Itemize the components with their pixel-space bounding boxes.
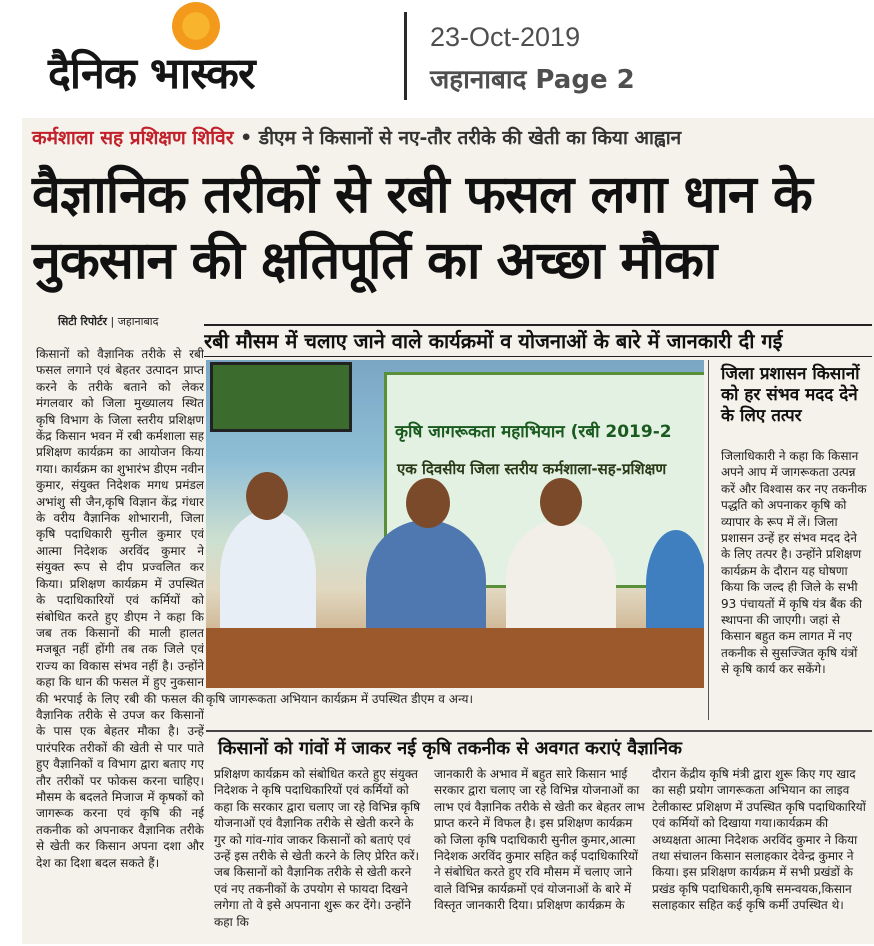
event-photo: [206, 360, 704, 688]
person-figure: [506, 520, 616, 640]
kicker-text: डीएम ने किसानों से नए-तौर तरीके की खेती का किया आह्वान: [258, 127, 682, 149]
byline: [58, 314, 158, 329]
news-clipping: [22, 118, 874, 944]
lower-section: [206, 730, 872, 946]
byline-reporter: सिटी रिपोर्टर: [58, 315, 107, 328]
lower-column-3: दौरान केंद्रीय कृषि मंत्री द्वारा शुरू किए गए खाद का सही प्रयोग जागरूकता अभियान का लाइव टेलीकास्ट प्रशिक्षण में उपस्थित कृषि पदाधिकारियों एवं कर्मियों को दिखाया गया।कार्यक्रम की अध्यक्षता आत्मा निदेशक अरविंद कुमार ने किया तथा संचालन किसान सलाहकार देवेन्द्र कुमार ने किया। इस प्रशिक्षण कार्यक्रम में सभी प्रखंडों के प्रखंड कृषि पदाधिकारी,कृषि समन्वयक,किसान सलाहकार सहित कई कृषि कर्मी उपस्थित थे।: [652, 767, 866, 913]
person-head: [246, 472, 288, 520]
edition-date: 23-Oct-2019: [430, 22, 581, 52]
person-head: [406, 478, 450, 528]
dais-table: [206, 628, 704, 688]
lower-column-1: प्रशिक्षण कार्यक्रम को संबोधित करते हुए संयुक्त निदेशक ने कृषि पदाधिकारियों एवं कर्मियों को कहा कि सरकार द्वारा चलाए जा रहे विभिन्न कृषि योजनाओं एवं वैज्ञानिक तरीके से खेती करने के गुर को गांव-गांव जाकर किसानों को बताएं एवं उन्हें इस तरीके से खेती करने के लिए प्रेरित करें। जब किसानों को वैज्ञानिक तरीके से खेती करने एवं नए तकनीकों के उपयोग से फायदा दिखने लगेगा तो वे इसे अपनाना शुरू कर देंगे। उन्होंने कहा कि: [214, 767, 421, 929]
subheadline: रबी मौसम में चलाए जाने वाले कार्यक्रमों व योजनाओं के बारे में जानकारी दी गई: [204, 324, 872, 357]
photo-caption: कृषि जागरूकता अभियान कार्यक्रम में उपस्थित डीएम व अन्य।: [206, 692, 473, 706]
kicker-label: कर्मशाला सह प्रशिक्षण शिविर: [32, 127, 234, 149]
person-head: [540, 478, 582, 526]
person-figure: [220, 510, 316, 640]
newspaper-logo: दैनिक भास्कर: [48, 49, 255, 99]
edition-page: जहानाबाद Page 2: [430, 65, 635, 95]
banner-subtitle: एक दिवसीय जिला स्तरीय कर्मशाला-सह-प्रशिक्षण: [397, 460, 667, 478]
lower-column-2: जानकारी के अभाव में बहुत सारे किसान भाई सरकार द्वारा चलाए जा रहे विभिन्न योजनाओं का लाभ एवं वैज्ञानिक तरीके से खेती कर बेहतर लाभ प्राप्त करने में विफल है। इस प्रशिक्षण कार्यक्रम को जिला कृषि पदाधिकारी सुनील कुमार,आत्मा निदेशक अरविंद कुमार सहित कई पदाधिकारियों ने संबोधित करते हुए रवि मौसम में चलाए जाने वाले विभिन्न कार्यक्रमों एवं योजनाओं के बारे में विस्तृत जानकारी दिया। प्रशिक्षण कार्यक्रम के: [434, 767, 645, 913]
byline-place: जहानाबाद: [117, 315, 159, 328]
kicker: [32, 124, 681, 150]
byline-separator: |: [110, 315, 118, 328]
person-figure: [366, 520, 486, 640]
sidebar-box: [708, 360, 873, 720]
masthead-divider: [404, 12, 407, 100]
tv-screen: [210, 362, 352, 432]
lower-heading: किसानों को गांवों में जाकर नई कृषि तकनीक से अवगत कराएं वैज्ञानिक: [218, 738, 682, 759]
sidebar-body: जिलाधिकारी ने कहा कि किसान अपने आप में जागरूकता उत्पन्न करें और विश्वास कर नए तकनीक पद्धति को अपनाकर कृषि को व्यापार के रूप में लें। जिला प्रशासन उन्हें हर संभव मदद देने के लिए तत्पर है। उन्होंने प्रशिक्षण कार्यक्रम के दौरान यह घोषणा किया कि जल्द ही जिले के सभी 93 पंचायतों में कृषि यंत्र बैंक की स्थापना की जाएगी। जहां से किसान बहुत कम लागत में नए तकनीक से सुसज्जित कृषि यंत्रों से कृषि कार्य कर सकेंगे।: [721, 449, 867, 677]
person-figure: [646, 530, 704, 640]
kicker-bullet: •: [240, 127, 253, 149]
headline: वैज्ञानिक तरीकों से रबी फसल लगा धान के नुकसान की क्षतिपूर्ति का अच्छा मौका: [32, 165, 812, 291]
masthead: [0, 0, 874, 118]
sidebar-heading: जिला प्रशासन किसानों को हर संभव मदद देने के लिए तत्पर: [721, 364, 860, 426]
banner-title: कृषि जागरूकता महाभियान (रबी 2019-2: [395, 422, 672, 442]
left-column-text: किसानों को वैज्ञानिक तरीके से रबी फसल लगाने एवं बेहतर उत्पादन प्राप्त करने के तरीके बताने को लेकर मंगलवार को जिला मुख्यालय स्थित कृषि विभाग के जिला स्तरीय प्रशिक्षण केंद्र किसान भवन में रबी कर्मशाला सह प्रशिक्षण कार्यक्रम का आयोजन किया गया। कार्यक्रम का शुभारंभ डीएम नवीन कुमार, संयुक्त निदेशक मगध प्रमंडल अभांशु सी जैन,कृषि विज्ञान केंद्र गंधार के वरीय वैज्ञानिक शोभारानी, जिला कृषि पदाधिकारी सुनील कुमार एवं आत्मा निदेशक अरविंद कुमार ने संयुक्त रूप से दीप प्रज्वलित कर किया। प्रशिक्षण कार्यक्रम में उपस्थित के पदाधिकारियों एवं कर्मियों को संबोधित करते हुए डीएम ने कहा कि जब तक किसानों की माली हालत मजबूत नहीं होंगी तब तक जिले एवं राज्य का विकास संभव नहीं है। उन्होंने कहा कि धान की फसल में हुए नुकसान की भरपाई के लिए रबी की फसल की वैज्ञानिक तरीके से उपज कर किसानों के पास एक बेहतर मौका है। उन्हें पारंपरिक तरीकों की खेती से पार पाते हुए वैज्ञानिकों व विभाग द्वारा बताए गए तौर तरीकों पर फोकस करना चाहिए। मौसम के बदलते मिजाज में कृषकों को जागरूक करना एवं कृषि की नई तकनीक को अपनाकर वैज्ञानिक तरीके से खेती कर किसान अपना दशा और देश का दिशा बदल सकते हैं।: [36, 347, 204, 870]
